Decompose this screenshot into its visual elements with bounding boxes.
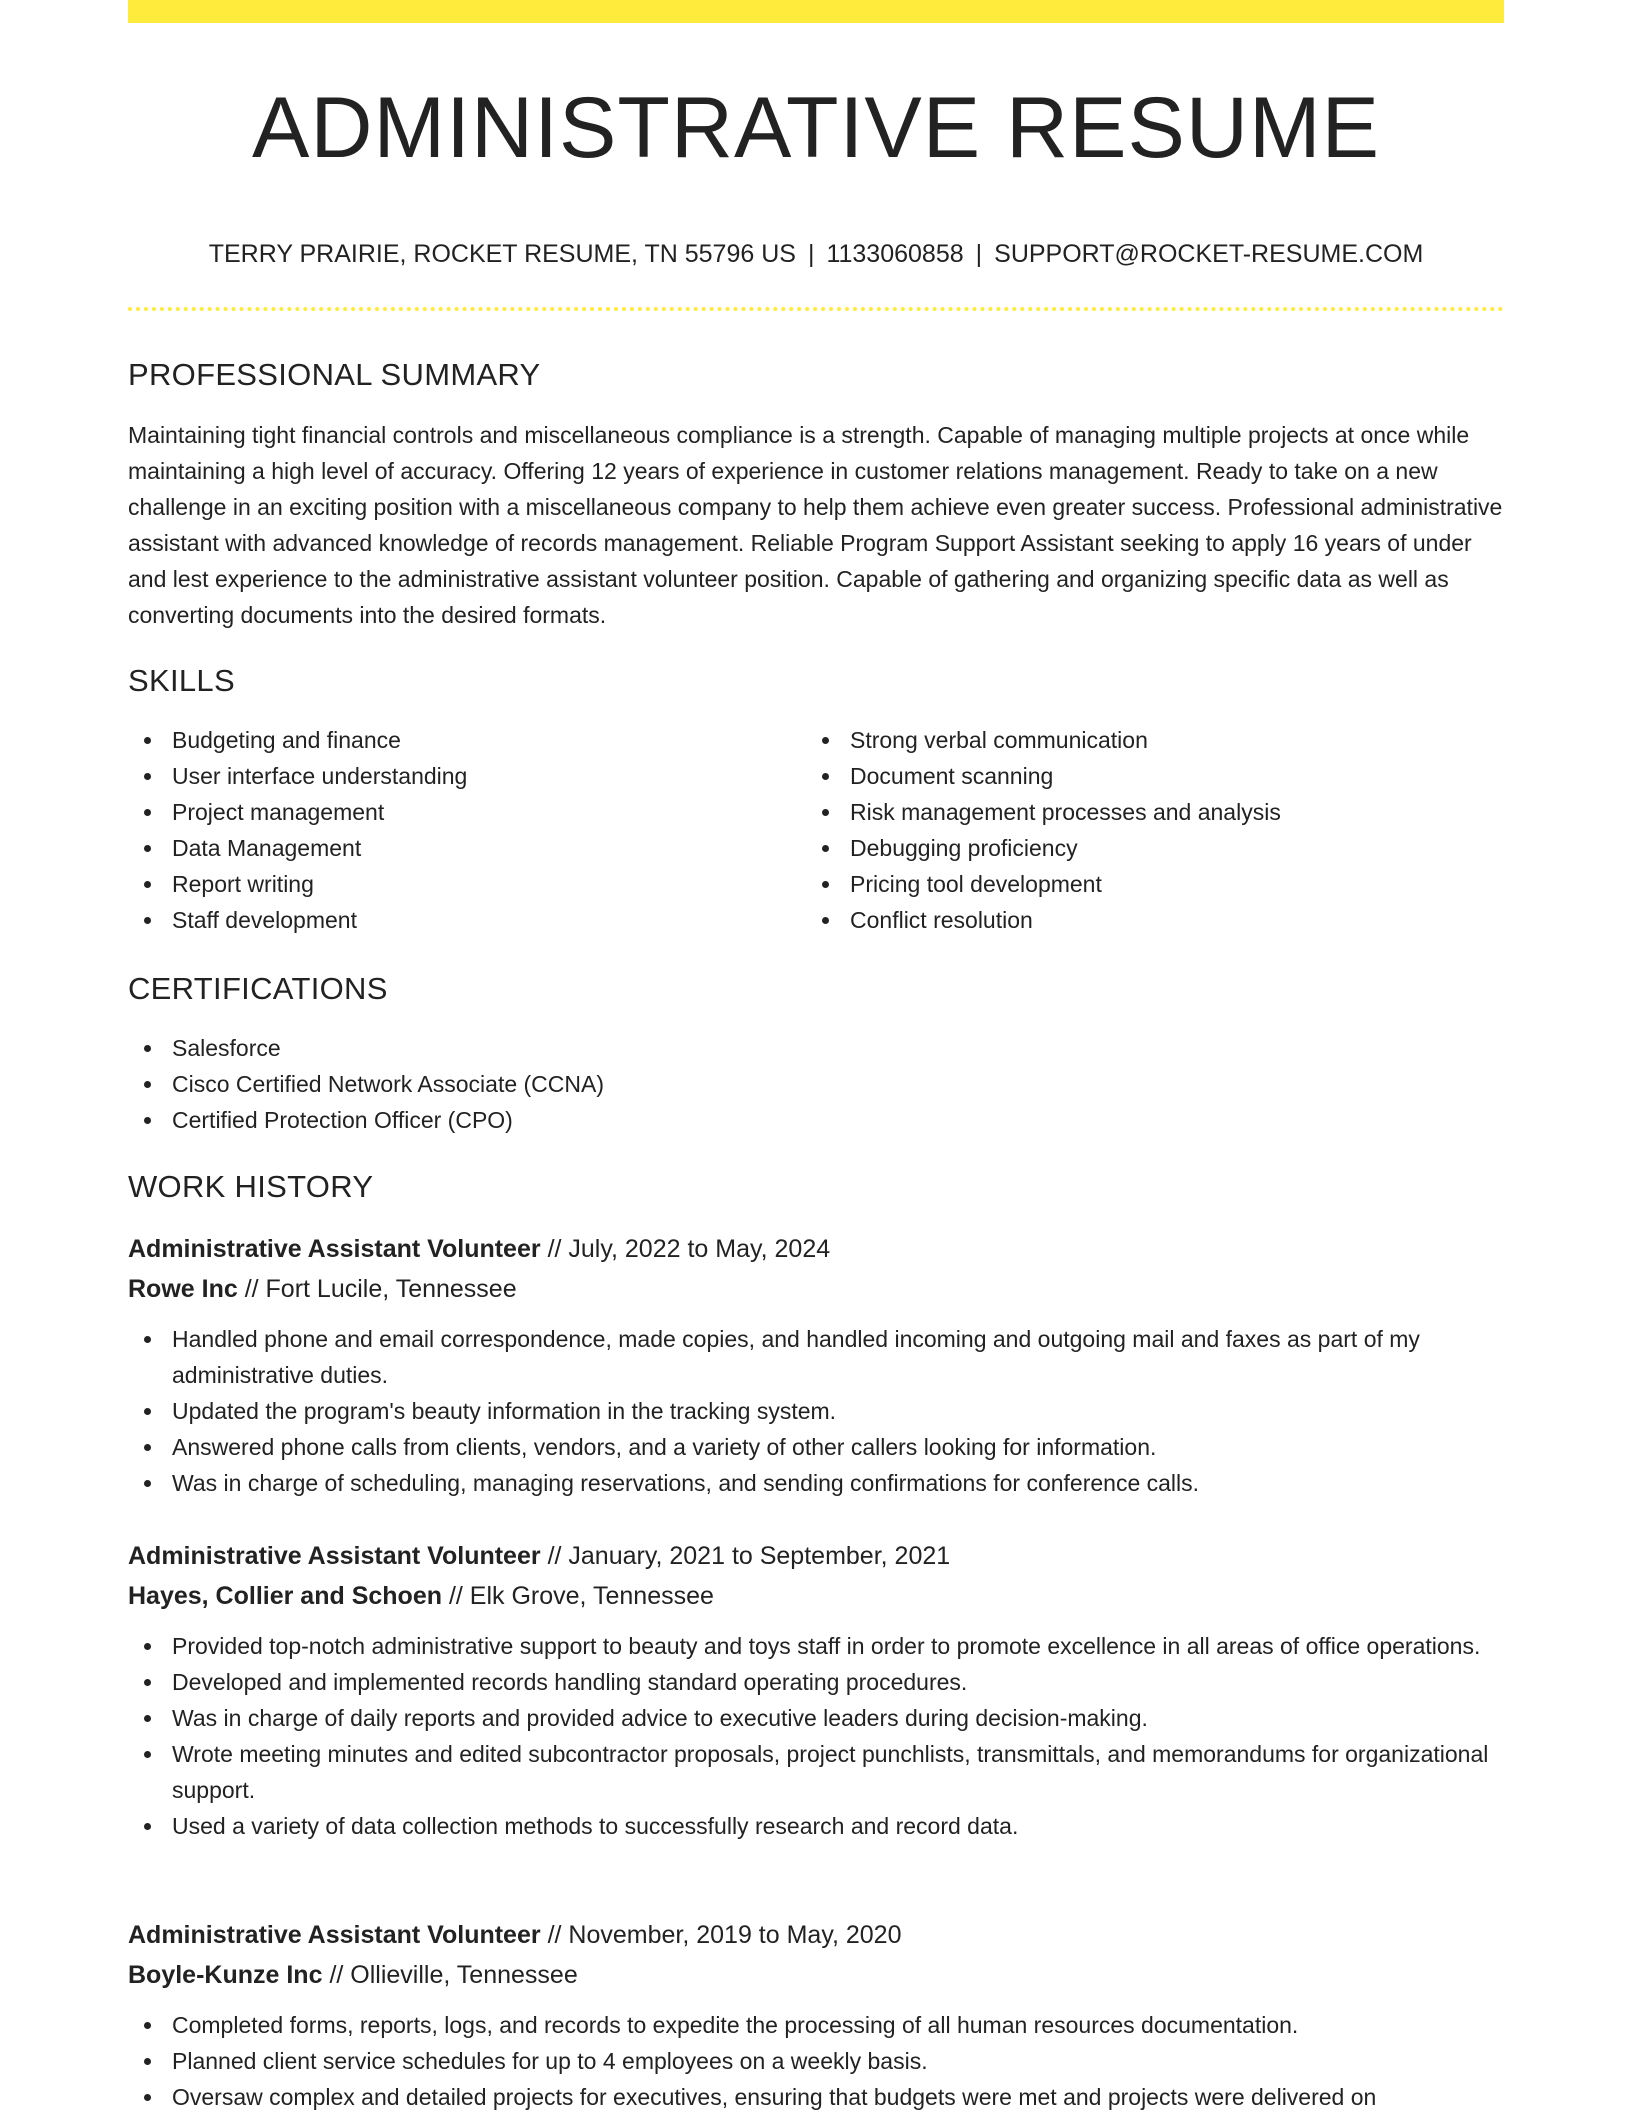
job-duty: Oversaw complex and detailed projects for executives, ensuring that budgets were met and projects were delivered on [128,2079,1504,2115]
job-title: Administrative Assistant Volunteer [128,1235,541,1263]
job-location: // Elk Grove, Tennessee [448,1582,714,1610]
top-accent-bar [128,0,1504,23]
contact-separator: | [807,240,815,268]
job-duty: Completed forms, reports, logs, and records to expedite the processing of all human resources documentation. [128,2007,1504,2043]
job-entry [128,1229,1504,1501]
job-duty: Was in charge of scheduling, managing reservations, and sending confirmations for conference calls. [128,1465,1504,1501]
skill-item: Debugging proficiency [806,830,1466,866]
job-duty: Provided top-notch administrative support to beauty and toys staff in order to promote excellence in all areas of office operations. [128,1628,1504,1664]
work-history-heading: WORK HISTORY [128,1169,374,1204]
job-company-line [128,1955,1504,1995]
job-title: Administrative Assistant Volunteer [128,1542,541,1570]
job-duty: Answered phone calls from clients, vendors, and a variety of other callers looking for information. [128,1429,1504,1465]
job-entry [128,1915,1504,2115]
contact-email: SUPPORT@ROCKET-RESUME.COM [994,240,1424,268]
contact-phone: 1133060858 [826,240,964,268]
job-duty: Was in charge of daily reports and provided advice to executive leaders during decision-making. [128,1700,1504,1736]
certification-item: Cisco Certified Network Associate (CCNA) [128,1066,1504,1102]
job-duties-list [128,2007,1504,2115]
skill-item: Strong verbal communication [806,722,1466,758]
skill-item: Staff development [128,902,788,938]
job-company: Boyle-Kunze Inc [128,1961,323,1989]
job-duty: Updated the program's beauty information in the tracking system. [128,1393,1504,1429]
job-dates: // July, 2022 to May, 2024 [547,1235,831,1263]
resume-title: ADMINISTRATIVE RESUME [252,80,1380,176]
job-duties-list [128,1321,1504,1501]
skill-item: Report writing [128,866,788,902]
certifications-heading: CERTIFICATIONS [128,971,388,1006]
job-title-line [128,1915,1504,1955]
job-company: Hayes, Collier and Schoen [128,1582,442,1610]
skill-item: Document scanning [806,758,1466,794]
certification-item: Salesforce [128,1030,1504,1066]
job-duty: Planned client service schedules for up to 4 employees on a weekly basis. [128,2043,1504,2079]
job-duty: Used a variety of data collection methods to successfully research and record data. [128,1808,1504,1844]
skill-item: Conflict resolution [806,902,1466,938]
contact-line [128,238,1504,270]
skills-list-right [806,722,1466,938]
certification-item: Certified Protection Officer (CPO) [128,1102,1504,1138]
job-location: // Ollieville, Tennessee [329,1961,578,1989]
summary-heading: PROFESSIONAL SUMMARY [128,357,541,392]
job-company-line [128,1269,1504,1309]
job-title-line [128,1536,1504,1576]
job-duty: Wrote meeting minutes and edited subcontractor proposals, project punchlists, transmittals, and memorandums for organizational support. [128,1736,1504,1808]
job-duty: Developed and implemented records handling standard operating procedures. [128,1664,1504,1700]
job-title: Administrative Assistant Volunteer [128,1921,541,1949]
certifications-list [128,1030,1504,1138]
job-location: // Fort Lucile, Tennessee [244,1275,517,1303]
skill-item: Risk management processes and analysis [806,794,1466,830]
contact-separator: | [975,240,983,268]
job-title-line [128,1229,1504,1269]
skill-item: Pricing tool development [806,866,1466,902]
job-company-line [128,1576,1504,1616]
job-duties-list [128,1628,1504,1844]
skill-item: Data Management [128,830,788,866]
dotted-divider [128,307,1504,311]
resume-page [128,0,1504,2112]
job-duty: Handled phone and email correspondence, made copies, and handled incoming and outgoing mail and faxes as part of my administrative duties. [128,1321,1504,1393]
skill-item: Project management [128,794,788,830]
job-dates: // November, 2019 to May, 2020 [547,1921,902,1949]
skill-item: User interface understanding [128,758,788,794]
summary-text: Maintaining tight financial controls and miscellaneous compliance is a strength. Capable of managing multiple projects at once while maintaining a high level of accuracy. Offering 12 years of experience in customer relations management. Ready to take on a new challenge in an exciting position with a miscellaneous company to help them achieve even greater success. Professional administrative assistant with advanced knowledge of records management. Reliable Program Support Assistant seeking to apply 16 years of under and lest experience to the administrative assistant volunteer position. Capable of gathering and organizing specific data as well as converting documents into the desired formats. [128,422,1503,628]
skills-list-left [128,722,788,938]
job-entry [128,1536,1504,1844]
skills-heading: SKILLS [128,663,235,698]
contact-address: TERRY PRAIRIE, ROCKET RESUME, TN 55796 US [208,240,796,268]
skill-item: Budgeting and finance [128,722,788,758]
job-dates: // January, 2021 to September, 2021 [547,1542,951,1570]
job-company: Rowe Inc [128,1275,238,1303]
